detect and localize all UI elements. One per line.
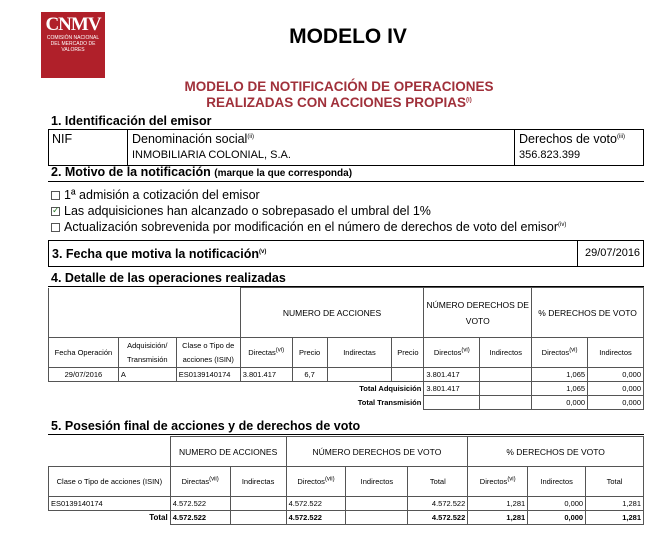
derechos-voto-value: 356.823.399 — [519, 149, 581, 161]
subtitle-line2: REALIZADAS CON ACCIONES PROPIAS — [206, 95, 467, 110]
section-1-heading: 1. Identificación del emisor — [48, 114, 644, 130]
col-directos-5: Directos$^{(vii)}$ — [286, 467, 346, 497]
section-4-heading: 4. Detalle de las operaciones realizadas — [48, 271, 644, 287]
checkbox-checked-icon[interactable] — [51, 207, 60, 216]
logo-text: CNMV — [45, 14, 101, 35]
motivo-option-2[interactable]: ✓Las adquisiciones han alcanzado o sobrepasado el umbral del 1% — [51, 204, 431, 218]
col-fecha-operacion: Fecha Operación — [49, 338, 119, 368]
fecha-notificacion-value: 29/07/2016 — [585, 247, 641, 259]
table-row: 29/07/2016 A ES0139140174 3.801.417 6,7 3.801.417 1,065 0,000 — [49, 368, 644, 382]
col-precio: Precio — [292, 338, 327, 368]
col-pct-indirectos: Indirectos — [588, 338, 644, 368]
motivo-option-1[interactable]: 1ª admisión a cotización del emisor — [51, 188, 260, 202]
subtitle-note: (i) — [466, 97, 472, 104]
col-indirectos-5: Indirectos — [346, 467, 408, 497]
total-transmision-row: Total Transmisión 0,000 0,000 — [49, 396, 644, 410]
denominacion-value: INMOBILIARIA COLONIAL, S.A. — [132, 149, 291, 161]
checkbox-unchecked-icon[interactable] — [51, 191, 60, 200]
group-numero-derechos: NÚMERO DERECHOS DE VOTO — [424, 288, 532, 338]
group-numero-acciones: NUMERO DE ACCIONES — [240, 288, 424, 338]
posesion-final-table — [48, 436, 644, 525]
col-clase-isin: Clase o Tipo de acciones (ISIN) — [176, 338, 240, 368]
group-numero-acciones-5: NUMERO DE ACCIONES — [170, 437, 286, 467]
form-subtitle — [0, 79, 650, 111]
checkbox-unchecked-icon[interactable] — [51, 223, 60, 232]
col-indirectas-5: Indirectas — [230, 467, 286, 497]
page-title: MODELO IV — [289, 25, 407, 48]
col-total-5: Total — [408, 467, 468, 497]
group-pct-derechos: % DERECHOS DE VOTO — [532, 288, 644, 338]
total-adquisicion-row: Total Adquisición 3.801.417 1,065 0,000 — [49, 382, 644, 396]
col-directas: Directas$^{(vi)}$ — [240, 338, 292, 368]
col-indirectos: Indirectos — [480, 338, 532, 368]
col-adquisicion-transmision: Adquisición/ Transmisión — [118, 338, 176, 368]
col-pct-indirectos-5: Indirectos — [528, 467, 586, 497]
section-5-heading: 5. Posesión final de acciones y de derechos de voto — [48, 419, 644, 435]
col-pct-total-5: Total — [586, 467, 644, 497]
group-numero-derechos-5: NÚMERO DERECHOS DE VOTO — [286, 437, 468, 467]
section-1-box — [48, 130, 644, 166]
denominacion-label: Denominación social$^{(ii)}$ — [132, 132, 255, 146]
col-precio-2: Precio — [392, 338, 424, 368]
col-pct-directos: Directos$^{(vi)}$ — [532, 338, 588, 368]
group-pct-derechos-5: % DERECHOS DE VOTO — [468, 437, 644, 467]
logo-subtext: COMISIÓN NACIONAL DEL MERCADO DE VALORES — [46, 35, 100, 53]
table-row: ES0139140174 4.572.522 4.572.522 4.572.522 1,281 0,000 1,281 — [49, 497, 644, 511]
col-directas-5: Directas$^{(vii)}$ — [170, 467, 230, 497]
col-indirectas: Indirectas — [327, 338, 392, 368]
derechos-voto-label: Derechos de voto$^{(iii)}$ — [519, 132, 625, 146]
col-pct-directos-5: Directos$^{(vi)}$ — [468, 467, 528, 497]
col-directos: Directos$^{(vi)}$ — [424, 338, 480, 368]
motivo-option-3[interactable]: Actualización sobrevenida por modificación en el número de derechos de voto del emisor$^{(iv)}$ — [51, 220, 566, 234]
operaciones-table — [48, 287, 644, 410]
nif-label: NIF — [52, 132, 73, 146]
section-3-box — [48, 241, 644, 267]
total-row: Total 4.572.522 4.572.522 4.572.522 1,281 0,000 1,281 — [49, 511, 644, 525]
subtitle-line1: MODELO DE NOTIFICACIÓN DE OPERACIONES — [184, 79, 494, 94]
section-2-heading: 2. Motivo de la notificación (marque la que corresponda) — [48, 165, 644, 182]
section-3-heading: 3. Fecha que motiva la notificación$^{(v)}$ — [52, 247, 267, 261]
col-clase-isin-5: Clase o Tipo de acciones (ISIN) — [49, 467, 171, 497]
